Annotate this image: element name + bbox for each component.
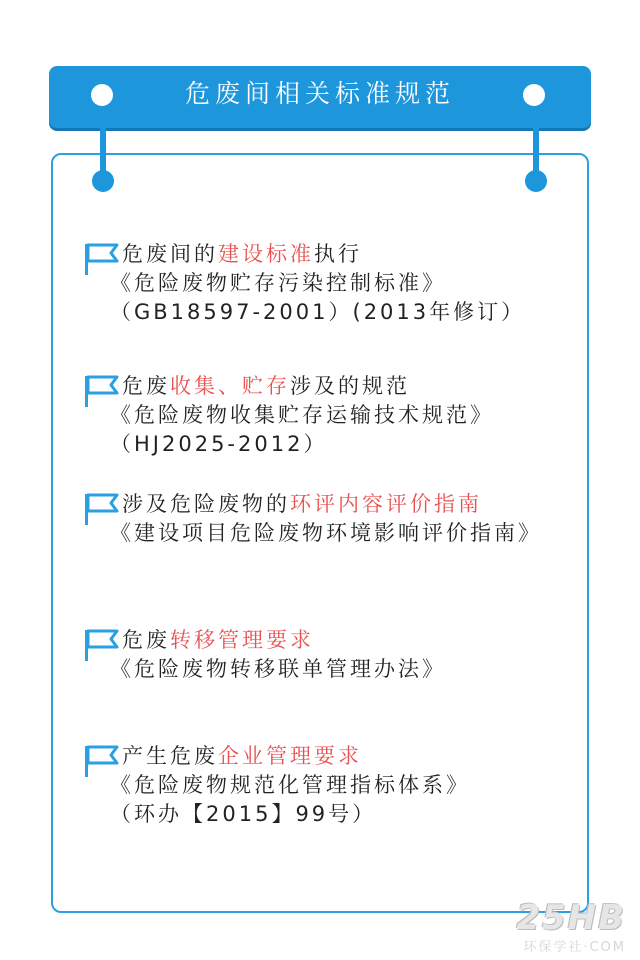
item-heading: 涉及危险废物的环评内容评价指南 [122,492,482,516]
item-line: 《危险废物转移联单管理办法》 [110,657,446,681]
item-line: （环办【2015】99号） [110,802,377,826]
item-line: （HJ2025-2012） [110,432,328,456]
item-heading: 产生危废企业管理要求 [122,744,362,768]
item-line: 《危险废物贮存污染控制标准》 [110,271,446,295]
flag-icon [84,374,120,408]
item-line: 《建设项目危险废物环境影响评价指南》 [110,521,542,545]
header-banner [49,66,591,128]
item-heading: 危废收集、贮存涉及的规范 [122,374,410,398]
flag-icon [84,744,120,778]
item-line: 《危险废物规范化管理指标体系》 [110,773,470,797]
page-title: 危废间相关标准规范 [184,79,455,108]
flag-icon [84,242,120,276]
pin-right [525,170,547,192]
pin-left [92,170,114,192]
item-line: 《危险废物收集贮存运输技术规范》 [110,403,494,427]
connector-right [533,124,539,176]
flag-icon [84,492,120,526]
item-heading: 危废间的建设标准执行 [122,242,362,266]
list-item [84,742,584,829]
watermark-tagline: 环保学社·COM [523,940,626,955]
list-item [84,240,584,327]
watermark-brand: 25HB [516,898,626,938]
connector-left [100,124,106,176]
list-item [84,490,584,548]
banner-hole-right [523,84,545,106]
flag-icon [84,628,120,662]
item-line: （GB18597-2001）(2013年修订） [110,300,526,324]
list-item [84,372,584,459]
watermark-logo [462,898,632,954]
list-item [84,626,584,684]
item-heading: 危废转移管理要求 [122,628,314,652]
